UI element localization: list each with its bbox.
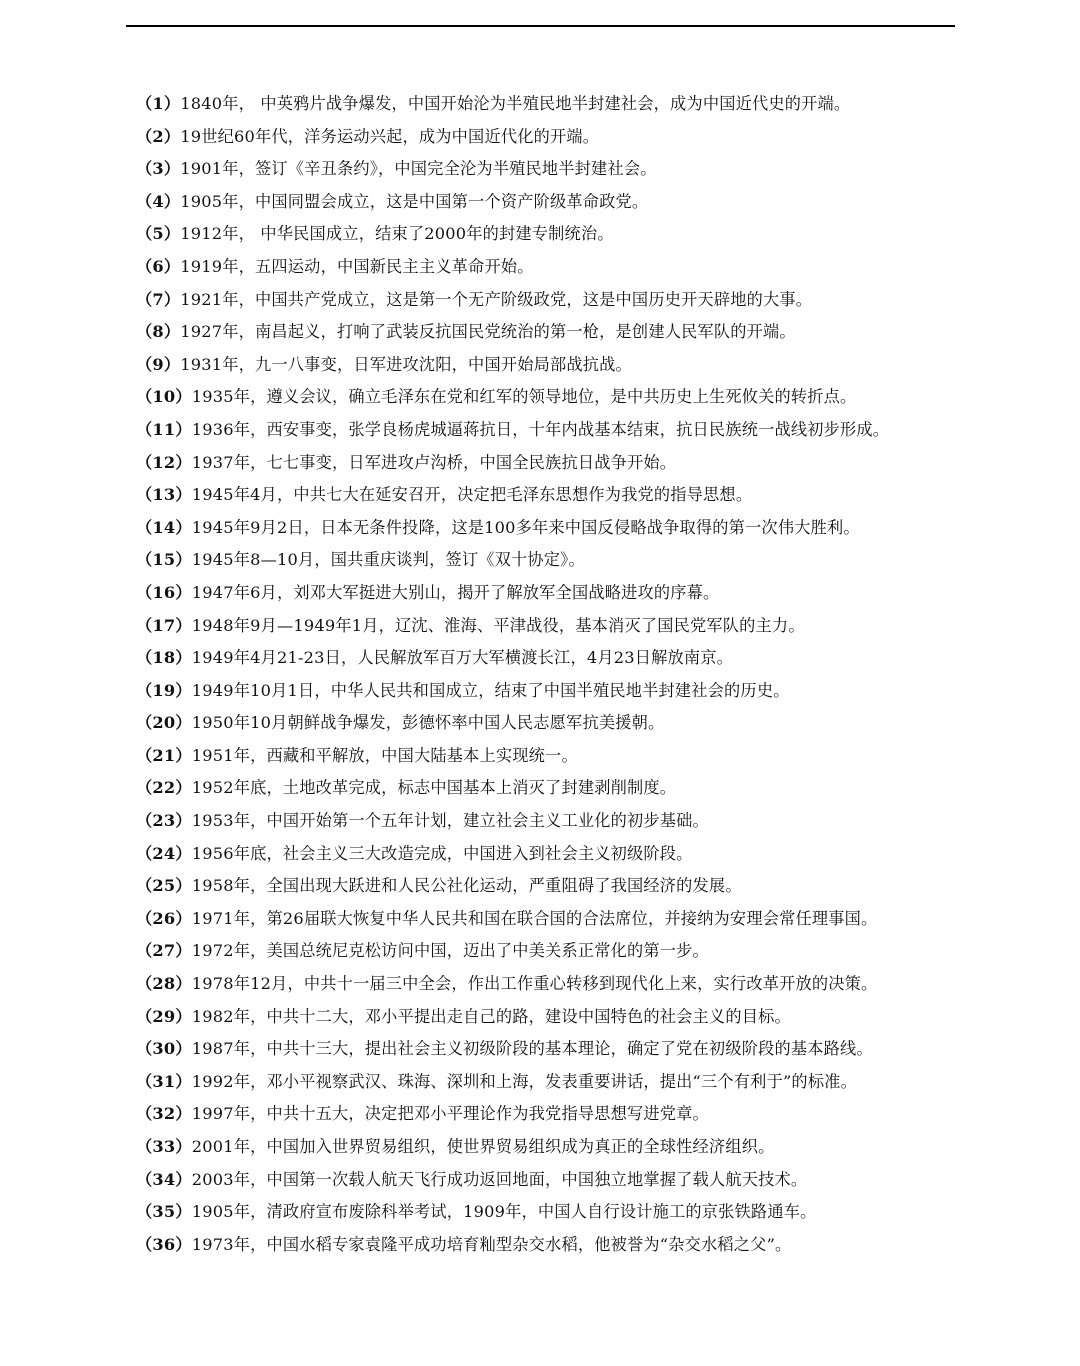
item-number: （30） [136, 1039, 192, 1059]
list-item [128, 870, 958, 903]
item-text: 1997年，中共十五大，决定把邓小平理论作为我党指导思想写进党章。 [191, 1104, 709, 1124]
list-item [128, 1196, 958, 1229]
item-text: 1958年，全国出现大跃进和人民公社化运动，严重阻碍了我国经济的发展。 [191, 876, 742, 896]
item-text: 1950年10月朝鲜战争爆发，彭德怀率中国人民志愿军抗美援朝。 [191, 713, 665, 733]
item-number: （4） [136, 191, 181, 211]
item-number: （15） [136, 550, 192, 570]
item-number: （36） [136, 1234, 192, 1254]
list-item [128, 740, 958, 773]
item-text: 1982年，中共十二大，邓小平提出走自己的路，建设中国特色的社会主义的目标。 [191, 1006, 791, 1026]
list-item [128, 1033, 958, 1066]
item-text: 1973年，中国水稻专家袁隆平成功培育籼型杂交水稻，他被誉为“杂交水稻之父”。 [191, 1234, 792, 1254]
list-item [128, 121, 958, 154]
item-text: 1949年4月21-23日，人民解放军百万大军横渡长江，4月23日解放南京。 [191, 648, 734, 668]
item-text: 1987年，中共十三大，提出社会主义初级阶段的基本理论，确定了党在初级阶段的基本路线。 [191, 1039, 873, 1059]
list-item [128, 381, 958, 414]
item-number: （21） [136, 745, 192, 765]
list-item [128, 1164, 958, 1197]
item-text: 1931年，九一八事变，日军进攻沈阳，中国开始局部战抗战。 [180, 354, 632, 374]
item-number: （7） [136, 289, 181, 309]
item-number: （27） [136, 941, 192, 961]
item-number: （26） [136, 908, 192, 928]
list-item [128, 512, 958, 545]
list-item [128, 479, 958, 512]
item-number: （20） [136, 713, 192, 733]
list-item [128, 1131, 958, 1164]
item-text: 1947年6月，刘邓大军挺进大别山，揭开了解放军全国战略进攻的序幕。 [191, 582, 720, 602]
list-item [128, 349, 958, 382]
list-item [128, 1098, 958, 1131]
list-item [128, 153, 958, 186]
list-item [128, 838, 958, 871]
list-item [128, 935, 958, 968]
item-number: （33） [136, 1137, 192, 1156]
list-item [128, 968, 958, 1001]
item-number: （28） [136, 974, 192, 994]
list-item [128, 251, 958, 284]
list-item [128, 642, 958, 675]
item-number: （6） [136, 256, 181, 276]
item-text: 1937年，七七事变，日军进攻卢沟桥，中国全民族抗日战争开始。 [191, 452, 677, 472]
item-text: 1901年，签订《辛丑条约》，中国完全沦为半殖民地半封建社会。 [180, 159, 657, 179]
item-text: 1978年12月，中共十一届三中全会，作出工作重心转移到现代化上来，实行改革开放的决策。 [191, 974, 878, 994]
list-item [128, 805, 958, 838]
item-number: （12） [136, 452, 192, 472]
item-number: （11） [136, 419, 192, 439]
item-number: （35） [136, 1202, 192, 1222]
item-text: 1972年，美国总统尼克松访问中国，迈出了中美关系正常化的第一步。 [191, 941, 709, 961]
item-text: 1971年，第26届联大恢复中华人民共和国在联合国的合法席位，并接纳为安理会常任理事国。 [191, 908, 878, 928]
item-text: 19世纪60年代，洋务运动兴起，成为中国近代化的开端。 [180, 126, 600, 146]
item-number: （34） [136, 1169, 192, 1189]
item-number: （25） [136, 876, 192, 896]
item-text: 1912年， 中华民国成立，结束了2000年的封建专制统治。 [180, 224, 614, 244]
item-text: 2001年，中国加入世界贸易组织，使世界贸易组织成为真正的全球性经济组织。 [191, 1137, 775, 1156]
list-item [128, 1229, 958, 1262]
list-item [128, 675, 958, 708]
item-number: （19） [136, 680, 192, 700]
list-item [128, 447, 958, 480]
item-text: 1921年，中国共产党成立，这是第一个无产阶级政党，这是中国历史开天辟地的大事。 [180, 289, 813, 309]
item-number: （2） [136, 126, 181, 146]
list-item [128, 1001, 958, 1034]
list-item [128, 218, 958, 251]
list-item [128, 88, 958, 121]
item-text: 1951年，西藏和平解放，中国大陆基本上实现统一。 [191, 745, 578, 765]
item-number: （32） [136, 1104, 192, 1124]
list-item [128, 577, 958, 610]
item-text: 1948年9月—1949年1月，辽沈、淮海、平津战役，基本消灭了国民党军队的主力。 [191, 615, 805, 635]
item-text: 1927年，南昌起义，打响了武装反抗国民党统治的第一枪，是创建人民军队的开端。 [180, 322, 796, 342]
item-text: 1945年9月2日，日本无条件投降，这是100多年来中国反侵略战争取得的第一次伟大胜利。 [191, 517, 860, 537]
list-item [128, 414, 958, 447]
item-number: （17） [136, 615, 192, 635]
item-number: （3） [136, 159, 181, 179]
item-number: （14） [136, 517, 192, 537]
item-number: （23） [136, 811, 192, 831]
item-text: 1905年，清政府宣布废除科举考试，1909年，中国人自行设计施工的京张铁路通车。 [191, 1202, 817, 1222]
item-text: 1905年，中国同盟会成立，这是中国第一个资产阶级革命政党。 [180, 191, 649, 211]
item-text: 1936年，西安事变，张学良杨虎城逼蒋抗日，十年内战基本结束，抗日民族统一战线初步形成。 [191, 419, 890, 439]
document-body [128, 88, 958, 1261]
item-text: 1953年，中国开始第一个五年计划，建立社会主义工业化的初步基础。 [191, 811, 709, 831]
list-item [128, 544, 958, 577]
item-number: （18） [136, 648, 192, 668]
item-text: 1945年4月，中共七大在延安召开，决定把毛泽东思想作为我党的指导思想。 [191, 485, 753, 505]
item-number: （22） [136, 778, 192, 798]
item-text: 1840年， 中英鸦片战争爆发，中国开始沦为半殖民地半封建社会，成为中国近代史的开端。 [180, 94, 851, 113]
item-text: 1935年，遵义会议，确立毛泽东在党和红军的领导地位，是中共历史上生死攸关的转折点。 [191, 387, 857, 407]
item-number: （31） [136, 1071, 192, 1091]
list-item [128, 1066, 958, 1099]
item-text: 1945年8—10月，国共重庆谈判，签订《双十协定》。 [191, 550, 585, 570]
item-number: （16） [136, 582, 192, 602]
item-text: 1992年，邓小平视察武汉、珠海、深圳和上海，发表重要讲话，提出“三个有利于”的标准。 [191, 1071, 857, 1091]
item-text: 1949年10月1日，中华人民共和国成立，结束了中国半殖民地半封建社会的历史。 [191, 680, 790, 700]
item-number: （5） [136, 224, 181, 244]
item-text: 2003年，中国第一次载人航天飞行成功返回地面，中国独立地掌握了载人航天技术。 [191, 1169, 808, 1189]
list-item [128, 772, 958, 805]
list-item [128, 610, 958, 643]
item-text: 1919年，五四运动，中国新民主主义革命开始。 [180, 256, 534, 276]
item-number: （29） [136, 1006, 192, 1026]
item-number: （13） [136, 485, 192, 505]
list-item [128, 903, 958, 936]
item-number: （24） [136, 843, 192, 863]
header-rule [126, 25, 955, 27]
list-item [128, 316, 958, 349]
list-item [128, 284, 958, 317]
item-text: 1956年底，社会主义三大改造完成，中国进入到社会主义初级阶段。 [191, 843, 693, 863]
list-item [128, 186, 958, 219]
item-text: 1952年底，土地改革完成，标志中国基本上消灭了封建剥削制度。 [191, 778, 677, 798]
item-number: （8） [136, 322, 181, 342]
item-number: （1） [136, 94, 181, 113]
item-number: （9） [136, 354, 181, 374]
list-item [128, 707, 958, 740]
item-number: （10） [136, 387, 192, 407]
